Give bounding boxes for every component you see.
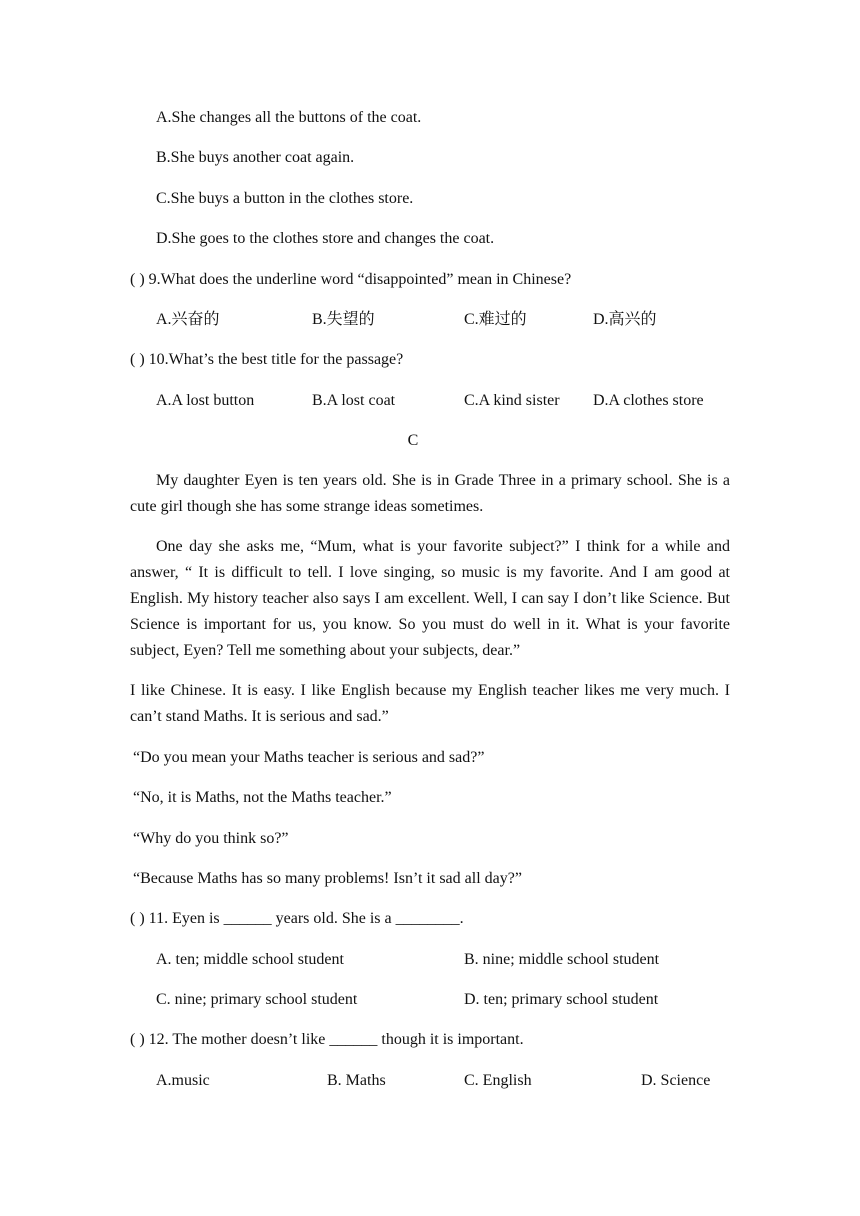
dialogue-line-3: “Why do you think so?”	[133, 830, 289, 847]
section-heading: C	[407, 432, 419, 449]
passage-paragraph-1: My daughter Eyen is ten years old. She is in Grade Three in a primary school. She is a cute girl though she has some strange ideas sometimes.	[130, 472, 730, 515]
q8-option-b: B.She buys another coat again.	[156, 149, 355, 166]
q12-stem: ( ) 12. The mother doesn’t like ______ though it is important.	[130, 1031, 524, 1048]
q10-option-c: C.A kind sister	[464, 392, 560, 409]
passage-paragraph-2: One day she asks me, “Mum, what is your favorite subject?” I think for a while and answer, “ It is difficult to tell. I love singing, so music is my favorite. And I am good at English. My history teacher also says I am excellent. Well, I can say I don’t like Science. But Science is important for us, you know. So you must do well in it. What is your favorite subject, Eyen? Tell me something about your subjects, dear.”	[130, 538, 730, 659]
q12-option-b: B. Maths	[327, 1072, 386, 1089]
q12-option-c: C. English	[464, 1072, 532, 1089]
q11-stem: ( ) 11. Eyen is ______ years old. She is a ________.	[130, 910, 464, 927]
q8-option-a: A.She changes all the buttons of the coat.	[156, 109, 422, 126]
q11-option-d: D. ten; primary school student	[464, 991, 659, 1008]
q11-option-b: B. nine; middle school student	[464, 951, 660, 968]
q9-option-a: A.兴奋的	[156, 311, 220, 328]
q11-option-c: C. nine; primary school student	[156, 991, 358, 1008]
q10-stem: ( ) 10.What’s the best title for the passage?	[130, 351, 404, 368]
dialogue-line-4: “Because Maths has so many problems! Isn’t it sad all day?”	[133, 870, 522, 887]
q12-option-a: A.music	[156, 1072, 210, 1089]
q9-option-d: D.高兴的	[593, 311, 657, 328]
q10-option-b: B.A lost coat	[312, 392, 396, 409]
q9-option-c: C.难过的	[464, 311, 527, 328]
q12-option-d: D. Science	[641, 1072, 711, 1089]
q10-option-d: D.A clothes store	[593, 392, 704, 409]
q11-option-a: A. ten; middle school student	[156, 951, 344, 968]
q8-option-d: D.She goes to the clothes store and changes the coat.	[156, 230, 495, 247]
q8-option-c: C.She buys a button in the clothes store.	[156, 190, 414, 207]
dialogue-line-1: “Do you mean your Maths teacher is serious and sad?”	[133, 749, 485, 766]
q9-option-b: B.失望的	[312, 311, 375, 328]
q10-option-a: A.A lost button	[156, 392, 255, 409]
q9-stem: ( ) 9.What does the underline word “disappointed” mean in Chinese?	[130, 271, 572, 288]
dialogue-line-2: “No, it is Maths, not the Maths teacher.”	[133, 789, 392, 806]
passage-paragraph-3: I like Chinese. It is easy. I like English because my English teacher likes me very much. I can’t stand Maths. It is serious and sad.”	[130, 682, 730, 725]
